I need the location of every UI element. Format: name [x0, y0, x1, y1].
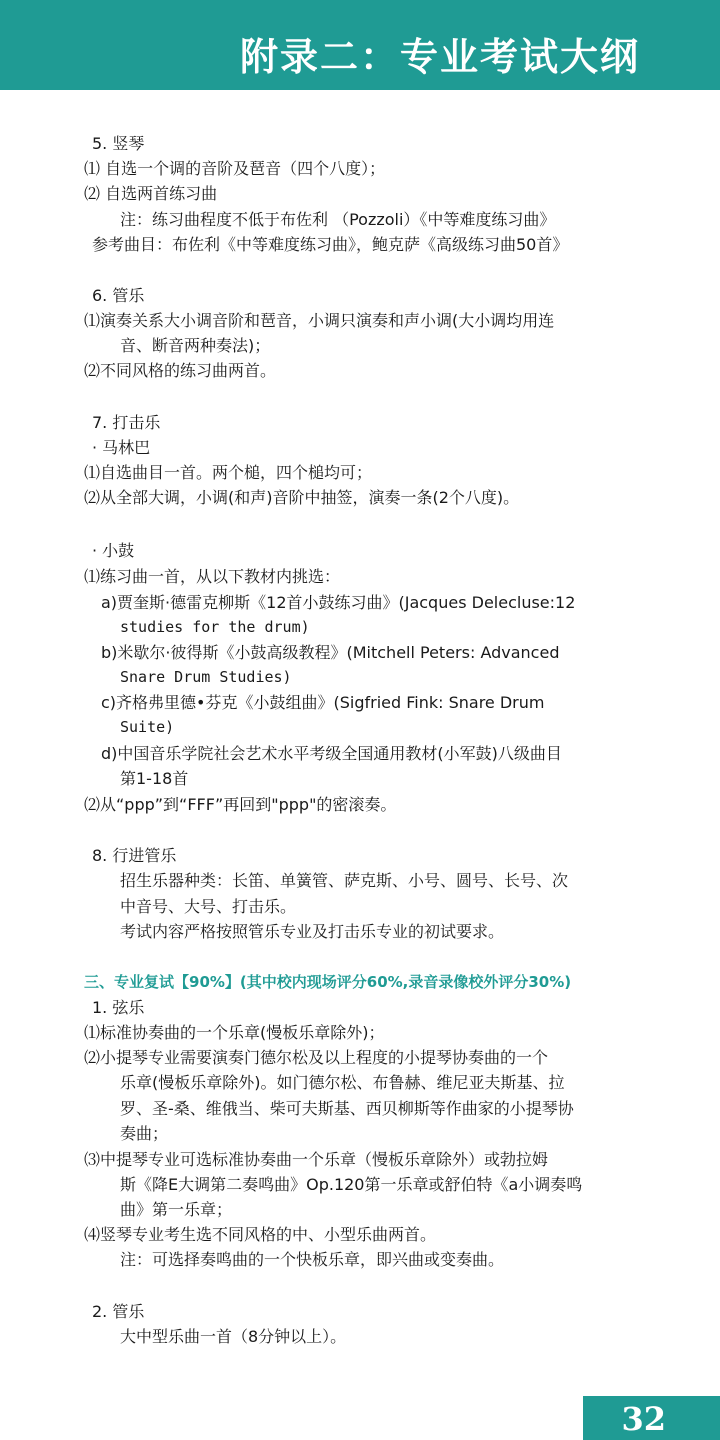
list-item-continued: 音、断音两种奏法)； — [120, 336, 271, 355]
list-item-continued: studies for the drum) — [120, 618, 310, 636]
subheading-strings: 1. 弦乐 — [92, 998, 145, 1017]
page-number-box — [583, 1396, 720, 1440]
subheading-snare: · 小鼓 — [92, 541, 135, 560]
list-item: ⑵从全部大调，小调(和声)音阶中抽签，演奏一条(2个八度)。 — [84, 488, 520, 507]
section-heading-percussion: 7. 打击乐 — [92, 413, 161, 432]
note-text: 注：练习曲程度不低于布佐利 （Pozzoli）《中等难度练习曲》 — [120, 210, 556, 229]
list-item: ⑵小提琴专业需要演奏门德尔松及以上程度的小提琴协奏曲的一个 — [84, 1048, 549, 1067]
subheading-marimba: · 马林巴 — [92, 438, 151, 457]
note-text: 注：可选择奏鸣曲的一个快板乐章，即兴曲或变奏曲。 — [120, 1250, 505, 1269]
list-item-continued: 奏曲； — [120, 1124, 169, 1143]
list-item-continued: 乐章(慢板乐章除外)。如门德尔松、布鲁赫、维尼亚夫斯基、拉 — [120, 1073, 565, 1092]
header-banner — [0, 0, 720, 90]
list-item-continued: Snare Drum Studies) — [120, 668, 292, 686]
list-item: ⑷竖琴专业考生选不同风格的中、小型乐曲两首。 — [84, 1225, 437, 1244]
list-item: ⑵不同风格的练习曲两首。 — [84, 361, 277, 380]
list-item: ⑴ 自选一个调的音阶及琶音（四个八度）； — [84, 159, 386, 178]
list-item: ⑴标准协奏曲的一个乐章(慢板乐章除外)； — [84, 1023, 385, 1042]
page-number: 32 — [621, 1400, 666, 1438]
paragraph-line: 考试内容严格按照管乐专业及打击乐专业的初试要求。 — [120, 922, 505, 941]
list-item: c)齐格弗里德•芬克《小鼓组曲》(Sigfried Fink: Snare Drum — [101, 693, 545, 712]
list-item: ⑶中提琴专业可选标准协奏曲一个乐章（慢板乐章除外）或勃拉姆 — [84, 1150, 549, 1169]
list-item-continued: Suite) — [120, 718, 175, 736]
section-heading-marching: 8. 行进管乐 — [92, 846, 177, 865]
list-item: d)中国音乐学院社会艺术水平考级全国通用教材(小军鼓)八级曲目 — [101, 744, 562, 763]
paragraph-line: 招生乐器种类：长笛、单簧管、萨克斯、小号、圆号、长号、次 — [120, 871, 569, 890]
subheading-winds: 2. 管乐 — [92, 1302, 145, 1321]
list-item: ⑴演奏关系大小调音阶和琶音，小调只演奏和声小调(大小调均用连 — [84, 311, 555, 330]
page-title: 附录二：专业考试大纲 — [239, 34, 640, 79]
list-item: b)米歇尔·彼得斯《小鼓高级教程》(Mitchell Peters: Advanced — [101, 643, 560, 662]
paragraph-line: 中音号、大号、打击乐。 — [120, 897, 297, 916]
list-item-continued: 曲》第一乐章； — [120, 1200, 233, 1219]
list-item-continued: 罗、圣-桑、维俄当、柴可夫斯基、西贝柳斯等作曲家的小提琴协 — [120, 1099, 574, 1118]
section-heading-winds: 6. 管乐 — [92, 286, 145, 305]
paragraph-line: 大中型乐曲一首（8分钟以上）。 — [120, 1327, 347, 1346]
section-heading-retest: 三、专业复试【90%】(其中校内现场评分60%,录音录像校外评分30%) — [84, 973, 572, 991]
list-item: ⑴自选曲目一首。两个槌，四个槌均可； — [84, 463, 373, 482]
section-heading-harp: 5. 竖琴 — [92, 134, 145, 153]
list-item: a)贾奎斯·德雷克柳斯《12首小鼓练习曲》(Jacques Delecluse:12 — [101, 593, 576, 612]
list-item: ⑵从“ppp”到“FFF”再回到"ppp"的密滚奏。 — [84, 795, 397, 814]
list-item-continued: 斯《降E大调第二奏鸣曲》Op.120第一乐章或舒伯特《a小调奏鸣 — [120, 1175, 583, 1194]
list-item: ⑴练习曲一首，从以下教材内挑选： — [84, 567, 341, 586]
list-item-continued: 第1-18首 — [120, 769, 189, 788]
list-item: ⑵ 自选两首练习曲 — [84, 184, 218, 203]
reference-text: 参考曲目：布佐利《中等难度练习曲》，鲍克萨《高级练习曲50首》 — [92, 235, 569, 254]
